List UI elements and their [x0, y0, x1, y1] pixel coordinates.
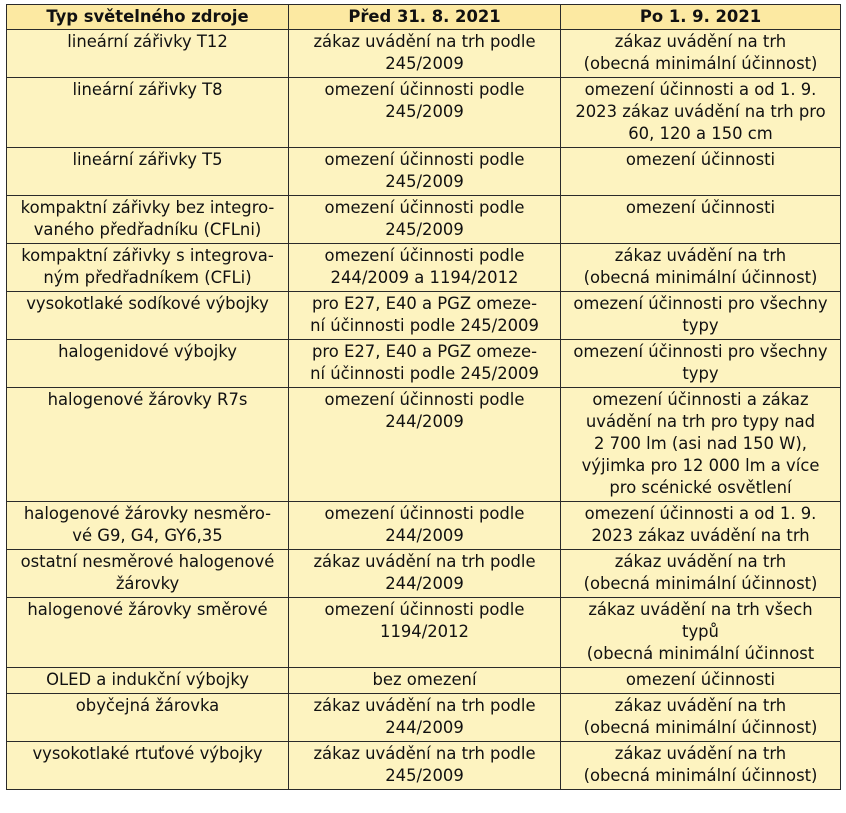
table-row — [7, 340, 841, 388]
cell-light-source: halogenové žárovky R7s — [7, 388, 289, 502]
table-body — [7, 30, 841, 790]
table-row — [7, 148, 841, 196]
cell-before: omezení účinnosti podle 245/2009 — [289, 148, 561, 196]
cell-light-source: kompaktní zářivky bez integro- vaného předřadníku (CFLni) — [7, 196, 289, 244]
table-row — [7, 742, 841, 790]
header-after-date: Po 1. 9. 2021 — [561, 5, 841, 30]
cell-after: zákaz uvádění na trh (obecná minimální účinnost) — [561, 694, 841, 742]
cell-after: omezení účinnosti — [561, 668, 841, 694]
light-source-regulation-table — [6, 4, 841, 790]
cell-before: omezení účinnosti podle 1194/2012 — [289, 598, 561, 668]
table-row — [7, 30, 841, 78]
cell-after: zákaz uvádění na trh (obecná minimální účinnost) — [561, 30, 841, 78]
cell-before: zákaz uvádění na trh podle 244/2009 — [289, 694, 561, 742]
cell-after: omezení účinnosti a zákaz uvádění na trh pro typy nad 2 700 lm (asi nad 150 W), výjimka pro 12 000 lm a více pro scénické osvětlení — [561, 388, 841, 502]
cell-light-source: kompaktní zářivky s integrova- ným předřadníkem (CFLi) — [7, 244, 289, 292]
cell-after: omezení účinnosti pro všechny typy — [561, 292, 841, 340]
cell-light-source: OLED a indukční výbojky — [7, 668, 289, 694]
cell-light-source: obyčejná žárovka — [7, 694, 289, 742]
cell-before: zákaz uvádění na trh podle 245/2009 — [289, 742, 561, 790]
cell-after: zákaz uvádění na trh (obecná minimální účinnost) — [561, 742, 841, 790]
cell-light-source: lineární zářivky T12 — [7, 30, 289, 78]
cell-before: bez omezení — [289, 668, 561, 694]
table-row — [7, 550, 841, 598]
cell-light-source: vysokotlaké sodíkové výbojky — [7, 292, 289, 340]
cell-after: omezení účinnosti a od 1. 9. 2023 zákaz uvádění na trh — [561, 502, 841, 550]
cell-after: omezení účinnosti — [561, 148, 841, 196]
table-row — [7, 78, 841, 148]
header-light-source-type: Typ světelného zdroje — [7, 5, 289, 30]
cell-light-source: ostatní nesměrové halogenové žárovky — [7, 550, 289, 598]
cell-before: omezení účinnosti podle 245/2009 — [289, 196, 561, 244]
cell-before: pro E27, E40 a PGZ omeze- ní účinnosti podle 245/2009 — [289, 340, 561, 388]
cell-before: pro E27, E40 a PGZ omeze- ní účinnosti podle 245/2009 — [289, 292, 561, 340]
cell-after: omezení účinnosti pro všechny typy — [561, 340, 841, 388]
cell-after: omezení účinnosti a od 1. 9. 2023 zákaz uvádění na trh pro 60, 120 a 150 cm — [561, 78, 841, 148]
cell-light-source: lineární zářivky T8 — [7, 78, 289, 148]
cell-after: zákaz uvádění na trh všech typů (obecná minimální účinnost — [561, 598, 841, 668]
table-row — [7, 388, 841, 502]
cell-before: omezení účinnosti podle 244/2009 — [289, 502, 561, 550]
cell-after: zákaz uvádění na trh (obecná minimální účinnost) — [561, 550, 841, 598]
table-row — [7, 694, 841, 742]
cell-light-source: halogenové žárovky nesměro- vé G9, G4, GY6,35 — [7, 502, 289, 550]
cell-before: omezení účinnosti podle 244/2009 a 1194/2012 — [289, 244, 561, 292]
table-row — [7, 502, 841, 550]
cell-after: zákaz uvádění na trh (obecná minimální účinnost) — [561, 244, 841, 292]
table-row — [7, 668, 841, 694]
cell-before: omezení účinnosti podle 245/2009 — [289, 78, 561, 148]
table-row — [7, 598, 841, 668]
cell-before: zákaz uvádění na trh podle 245/2009 — [289, 30, 561, 78]
cell-light-source: vysokotlaké rtuťové výbojky — [7, 742, 289, 790]
cell-light-source: halogenové žárovky směrové — [7, 598, 289, 668]
table-row — [7, 196, 841, 244]
table-row — [7, 244, 841, 292]
header-before-date: Před 31. 8. 2021 — [289, 5, 561, 30]
table-header — [7, 5, 841, 30]
cell-light-source: halogenidové výbojky — [7, 340, 289, 388]
cell-after: omezení účinnosti — [561, 196, 841, 244]
table-row — [7, 292, 841, 340]
header-row — [7, 5, 841, 30]
cell-before: omezení účinnosti podle 244/2009 — [289, 388, 561, 502]
cell-light-source: lineární zářivky T5 — [7, 148, 289, 196]
cell-before: zákaz uvádění na trh podle 244/2009 — [289, 550, 561, 598]
